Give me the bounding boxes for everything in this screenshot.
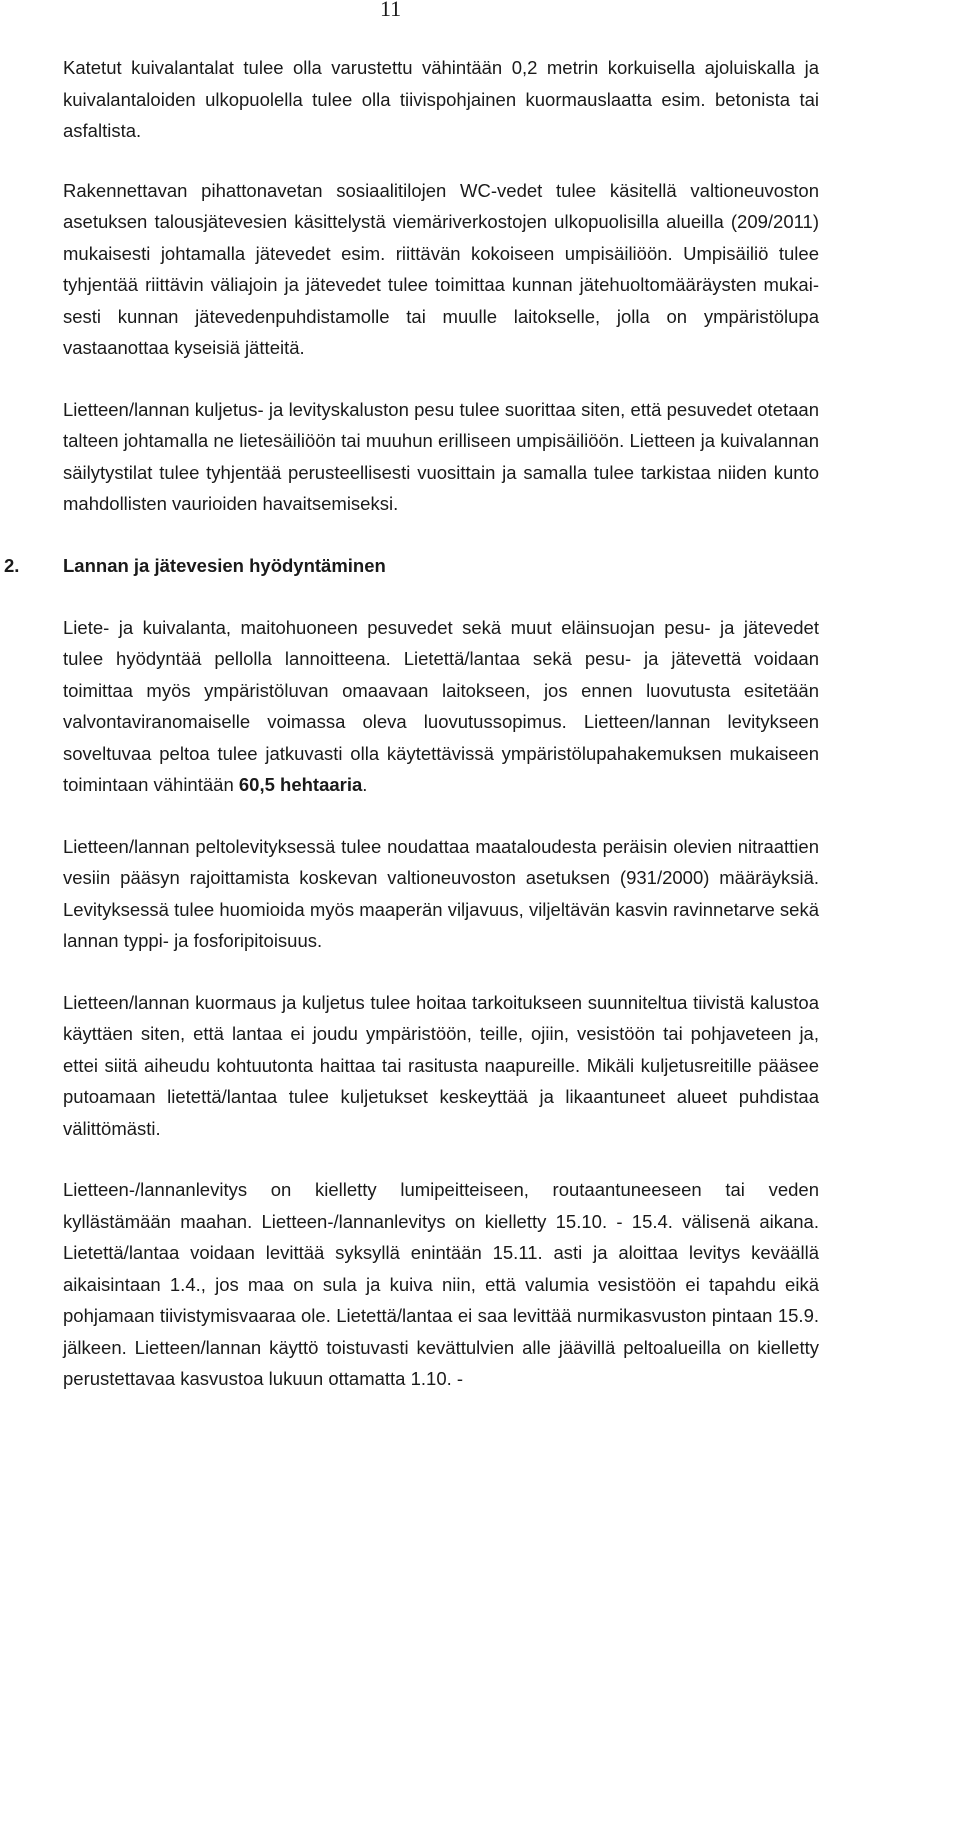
- field-area-emphasis: 60,5 hehtaaria: [238, 774, 363, 795]
- paragraph-paved-platform: Katetut kuivalantalat tulee olla varustettu vähintään 0,2 metrin korkuisella ajoluiskalla ja kuivalantaloiden ulkopuolella tulee olla tiivispohjainen kuormauslaatta esim. betonista tai asfaltista.: [63, 57, 819, 141]
- document-body: [4, 52, 819, 1425]
- paragraph-transport: Lietteen/lannan kuormaus ja kuljetus tulee hoitaa tarkoitukseen suunniteltua tiivistä kalustoa käyttäen siten, että lantaa ei joudu ympäristöön, teille, ojiin, vesistöön tai pohjaveteen ja, ettei siitä aiheudu kohtuutonta haittaa tai rasitusta naapureille. Mikäli kuljetusreitille pääsee putoamaan lietettä/lantaa tulee kuljetukset keskeyttää ja likaantuneet alueet puhdistaa välittömästi.: [63, 991, 819, 1139]
- section-title: Lannan ja jätevesien hyödyntäminen: [63, 554, 386, 576]
- section-heading: [4, 550, 819, 582]
- paragraph-text: Liete- ja kuivalanta, maitohuoneen pesuvedet sekä muut eläinsuojan pesu- ja jätevedet tulee hyödyntää pellolla lannoitteena. Lietettä/lantaa sekä pesu- ja jätevettä voidaan toimittaa myös ympäristöluvan omaavaan laitokseen, jos ennen luovutusta esitetään valvontaviranomaiselle voimassa oleva luovutussopimus. Lietteen/lannan levitykseen soveltuvaa peltoa tulee jatkuvasti olla käytettävissä ympäristölupahakemuksen mukaiseen toimintaan vähintään: [63, 616, 819, 795]
- section-number: 2.: [4, 554, 20, 576]
- page-number: 11: [380, 0, 402, 21]
- paragraph-text-end: .: [362, 774, 368, 795]
- paragraph-manure-utilization: [63, 612, 819, 801]
- paragraph-spreading-restrictions: Lietteen-/lannanlevitys on kielletty lumipeitteiseen, routaantuneeseen tai veden kyllästämään maahan. Lietteen-/lannanlevitys on kielletty 15.10. - 15.4. välisenä aikana. Lietettä/lantaa voidaan levittää syksyllä enintään 15.11. asti ja aloittaa levitys keväällä aikaisintaan 1.4., jos maa on sula ja kuiva niin, että valumia vesistöön ei tapahdu eikä pohjamaan tiivistymisvaaraa ole. Lietettä/lantaa ei saa levittää nurmikasvuston pintaan 15.9. jälkeen. Lietteen/lannan käyttö toistuvasti kevättulvien alle jäävillä peltoalueilla on kielletty perustettavaa kasvustoa lukuun ottamatta 1.10. -: [63, 1179, 819, 1389]
- paragraph-nitrate-rules: Lietteen/lannan peltolevityksessä tulee noudattaa maataloudesta peräisin olevien nitraattien vesiin pääsyn rajoittamista koskevan valtioneuvoston asetuksen (931/2000) määräyksiä. Levityksessä tulee huomioida myös maaperän viljavuus, viljeltävän kasvin ravinnetarve sekä lannan typpi- ja fosforipitoisuus.: [63, 835, 819, 951]
- paragraph-equipment-washing: Lietteen/lannan kuljetus- ja levityskaluston pesu tulee suorittaa siten, että pesuvedet otetaan talteen johtamalla ne lietesäiliöön tai muuhun erilliseen umpisäiliöön. Lietteen ja kuivalannan säilytystilat tulee tyhjentää perusteellisesti vuosittain ja samalla tulee tarkistaa niiden kunto mahdollisten vaurioiden havaitsemiseksi.: [63, 398, 819, 514]
- paragraph-wc-wastewater: Rakennettavan pihattonavetan sosiaalitilojen WC-vedet tulee käsitellä valtioneuvoston asetuksen talousjätevesien käsittelystä viemäriverkostojen ulkopuolisilla alueilla (209/2011) mukaisesti johtamalla jätevedet esim. riittävän kokoiseen umpisäiliöön. Umpisäiliö tulee tyhjentää riittävin väliajoin ja jätevedet tulee toimittaa kunnan jätehuoltomääräysten mukaisesti kunnan jätevedenpuhdistamolle tai muulle laitokselle, jolla on ympäristölupa vastaanottaa kyseisiä jätteitä.: [63, 179, 819, 358]
